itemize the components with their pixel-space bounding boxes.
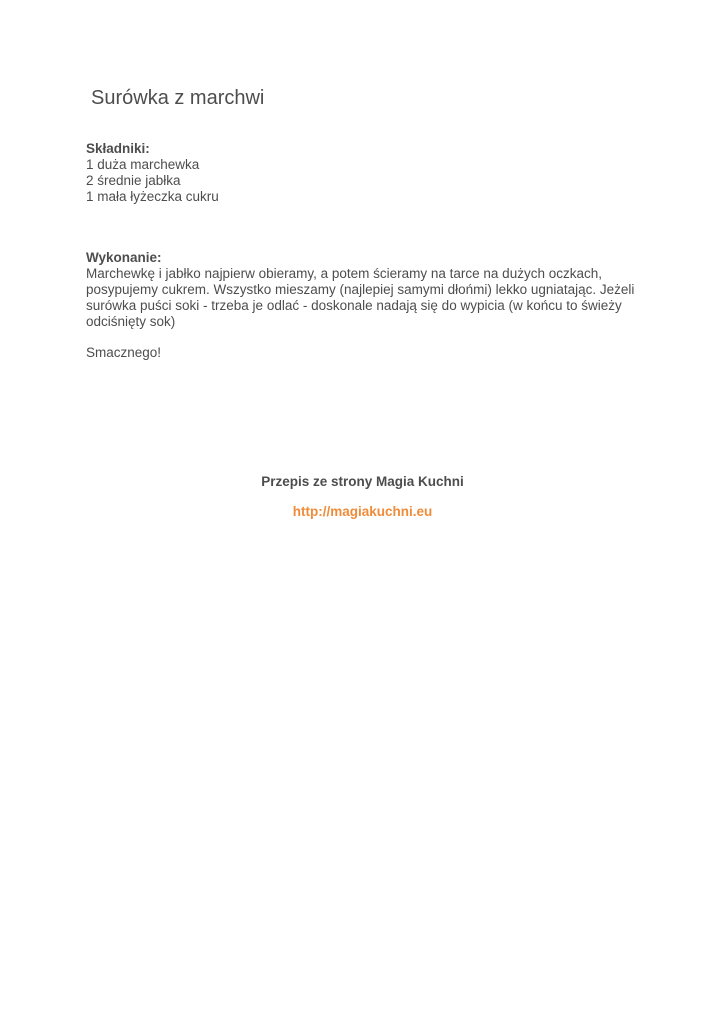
closing-text: Smacznego! [86, 345, 162, 360]
method-text-line: posypujemy cukrem. Wszystko mieszamy (najlepiej samymi dłońmi) lekko ugniatając. Jeżeli [86, 282, 635, 297]
method-text-line: surówka puści soki - trzeba je odlać - doskonale nadają się do wypicia (w końcu to świeży [86, 298, 622, 313]
ingredients-section [86, 141, 646, 205]
source-website-link[interactable]: http://magiakuchni.eu [292, 504, 433, 519]
page-title: Surówka z marchwi [91, 87, 265, 109]
method-text-line: odciśnięty sok) [86, 314, 176, 329]
method-text-line: Marchewkę i jabłko najpierw obieramy, a potem ścieramy na tarce na dużych oczkach, [86, 266, 602, 281]
ingredient-item: 1 mała łyżeczka cukru [86, 189, 219, 204]
ingredients-heading: Składniki: [86, 141, 150, 156]
method-section [86, 250, 646, 330]
ingredient-item: 2 średnie jabłka [86, 173, 181, 188]
ingredient-item: 1 duża marchewka [86, 157, 200, 172]
method-heading: Wykonanie: [86, 250, 162, 265]
recipe-source-text: Przepis ze strony Magia Kuchni [261, 474, 464, 489]
